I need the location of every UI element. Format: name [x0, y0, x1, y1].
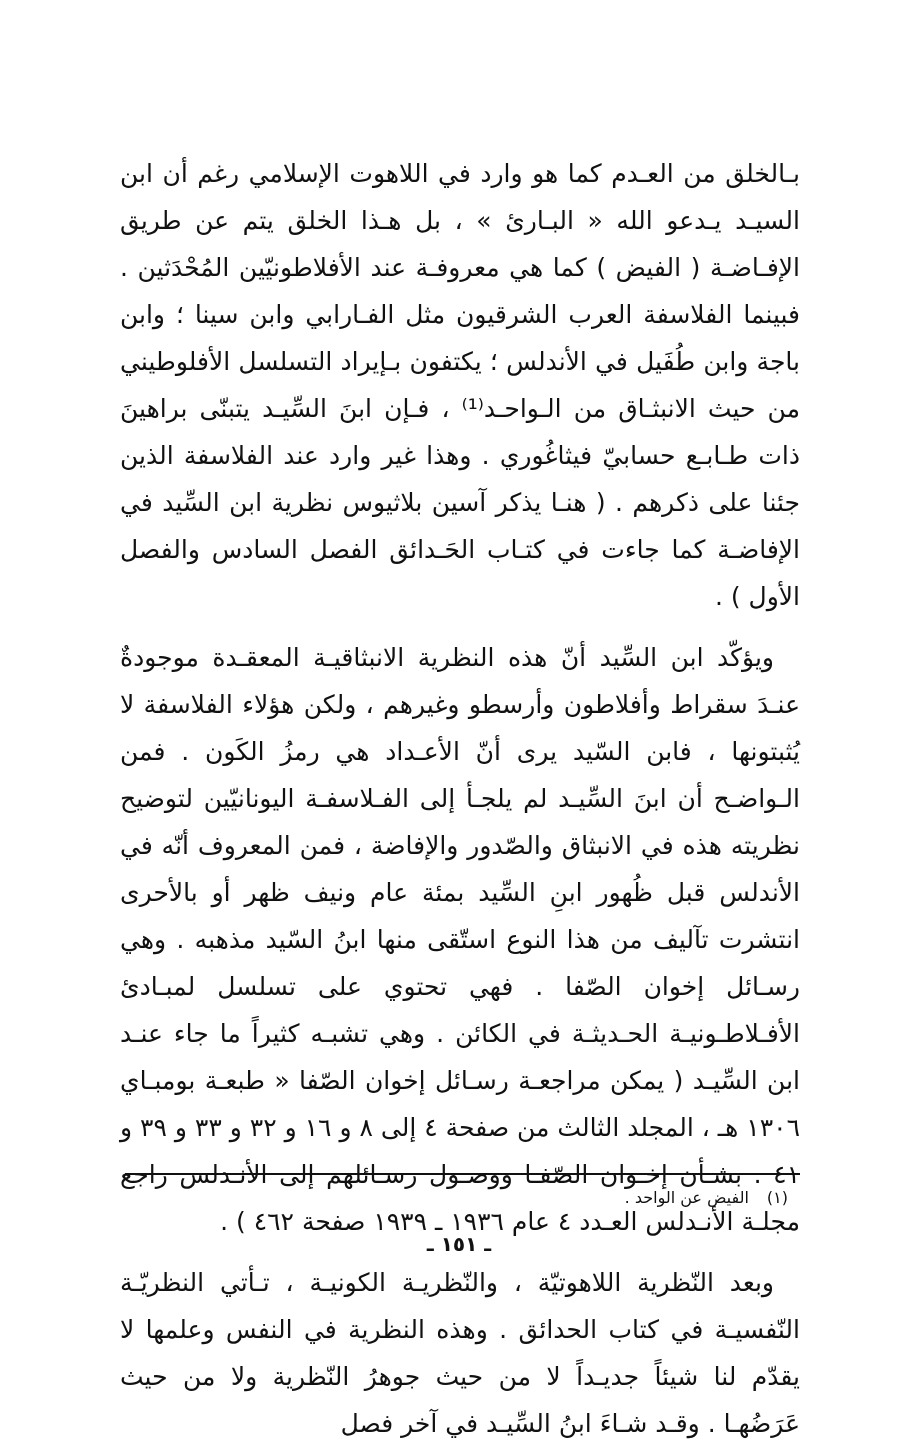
footnote-divider	[125, 1173, 800, 1175]
page-number: ـ ١٥١ ـ	[426, 1232, 492, 1256]
footnote-marker: (١)	[766, 1188, 788, 1207]
paragraph-3: وبعد النّظرية اللاهوتيّة ، والنّظريـة الكونيـة ، تـأتي النظريّـة النّفسيـة في كتاب الحدائق . وهذه النظرية في النفس وعلمها لا يقدّم لنا شيئاً جديـداً لا من حيث جوهرُ النّظرية ولا من حيث عَرَضُهـا . وقـد شـاءَ ابنُ السِّيـد في آخر فصل	[120, 1268, 800, 1438]
paragraph-2: ويؤكّد ابن السِّيد أنّ هذه النظرية الانبثاقيـة المعقـدة موجودةٌ عنـدَ سقراط وأفلاطون وأرسطو وغيرهم ، ولكن هؤلاء الفلاسفة لا يُثبتونها ، فابن السّيد يرى أنّ الأعـداد هي رمزُ الكَون . فمن الـواضـح أن ابنَ السِّيـد لم يلجـأ إلى الفـلاسفـة اليونانيّين لتوضيح نظريته هذه في الانبثاق والصّدور والإفاضة ، فمن المعروف أنّه في الأندلس قبل ظُهور ابنِ السِّيد بمئة عام ونيف ظهر أو بالأحرى انتشرت تآليف من هذا النوع استّقى منها ابنُ السّيد مذهبه . وهي رسـائل إخوان الصّفا . فهي تحتوي على تسلسل لمبـادئ الأفـلاطـونيـة الحـديثـة في الكائن . وهي تشبـه كثيراً ما جاء عنـد ابن السِّيـد ( يمكن مراجعـة رسـائل إخوان الصّفا « طبعـة بومبـاي ١٣٠٦ هـ ، المجلد الثالث من صفحة ٤ إلى ٨ و ١٦ و ٣٢ و ٣٣ و ٣٩ و ٤١ . بشـأن إخـوان الصّفـا ووصـول رسـائلهم إلى الأنـدلس راجع مجلـة الأنـدلس العـدد ٤ عام ١٩٣٦ ـ ١٩٣٩ صفحة ٤٦٢ ) .	[120, 643, 800, 1236]
footnote-text: الفيض عن الواحد .	[624, 1188, 749, 1207]
footnote	[625, 1186, 788, 1210]
paragraph-1: بـالخلق من العـدم كما هو وارد في اللاهوت الإسلامي رغم أن ابن السيـد يـدعو الله « البـارئ » ، بل هـذا الخلق يتم عن طريق الإفـاضـة ( الفيض ) كما هي معروفـة عند الأفلاطونيّين المُحْدَثين . فبينما الفلاسفة العرب الشرقيون مثل الفـارابي وابن سينا ؛ وابن باجة وابن طُفَيل في الأندلس ؛ يكتفون بـإيراد التسلسل الأفلوطيني من حيث الانبثـاق من الـواحـد⁽¹⁾ ، فـإن ابنَ السِّيـد يتبنّى براهينَ ذات طـابـع حسابيّ فيثاغُوري . وهذا غير وارد عند الفلاسفة الذين جئنا على ذكرهم . ( هنـا يذكر آسين بلاثيوس نظرية ابن السِّيد في الإفاضـة كما جاءت في كتـاب الحَـدائق الفصل السادس والفصل الأول ) .	[120, 159, 800, 611]
